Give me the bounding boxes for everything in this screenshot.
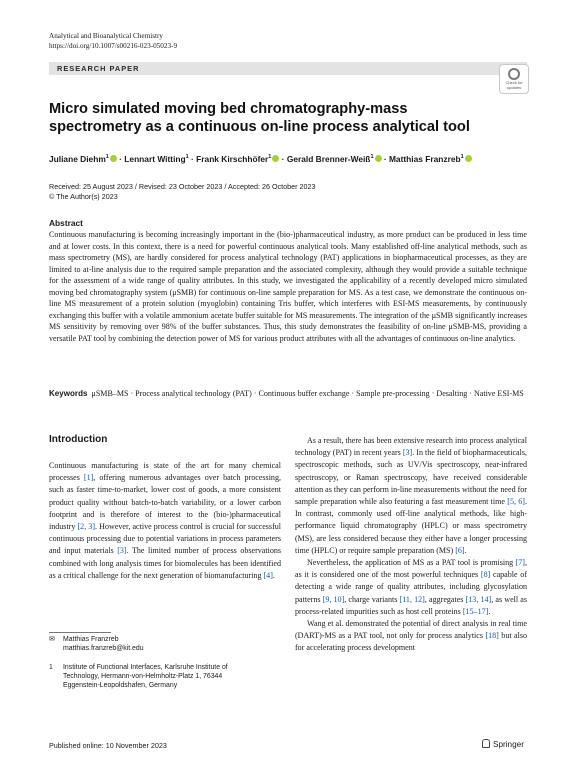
- citation-link[interactable]: [3]: [402, 448, 413, 458]
- author-name: Matthias Franzreb: [388, 153, 461, 164]
- citation-link[interactable]: [18]: [485, 631, 499, 641]
- right-column: [295, 435, 527, 655]
- orcid-icon[interactable]: [465, 155, 472, 162]
- keywords: [49, 388, 527, 400]
- orcid-icon[interactable]: [375, 155, 382, 162]
- journal-header: [49, 32, 177, 51]
- check-updates-icon: [508, 68, 520, 80]
- contact-name: Matthias Franzreb: [63, 636, 119, 643]
- paragraph: Nevertheless, the application of MS as a PAT tool is promising [7], as it is considered one of the most powerful techniques [8] capable of detecting a wide range of quality attributes, including glycosylation patterns [9, 10], charge variants [11, 12], aggregates [13, 14], as well as process-related impurities such as host cell proteins [15–17].: [295, 558, 527, 616]
- citation-link[interactable]: [2, 3]: [77, 522, 96, 532]
- citation-link[interactable]: [6]: [455, 545, 465, 555]
- citation-link[interactable]: [15–17]: [462, 606, 489, 616]
- citation-link[interactable]: [3]: [117, 546, 127, 556]
- abstract-heading: Abstract: [49, 218, 83, 228]
- keywords-list: μSMB–MS · Process analytical technology (PAT) · Continuous buffer exchange · Sample pre-processing · Desalting · Native ESI-MS: [91, 389, 524, 398]
- article-type-banner: RESEARCH PAPER: [49, 62, 527, 75]
- citation-link[interactable]: [8]: [480, 570, 491, 580]
- citation-link[interactable]: [4]: [263, 570, 273, 580]
- paragraph: Continuous manufacturing is state of the art for many chemical processes [1], offering numerous advantages over batch processing, such as faster time-to-market, lower cost of goods, a more consistent product quality without batch-to-batch variability, or a lower carbon footprint and is therefore of interest to the (bio-)pharmaceutical industry [2, 3]. However, active process control is crucial for successful continuous processing due to potential variations in process parameters and input materials [3]. The limited number of process observations combined with long analysis times for biomolecules has been identified as a critical challenge for the next generation of biomanufacturing [4].: [49, 461, 282, 580]
- author-list: Juliane Diehm$^1$ · Lennart Witting$^1$ · Frank Kirschhöfer$^1$ · Gerald Brenner-Weiß$^1$ · Matthias Franzreb$^1$: [49, 152, 529, 165]
- journal-doi[interactable]: https://doi.org/10.1007/s00216-023-05023-9: [49, 41, 178, 50]
- citation-link[interactable]: [13, 14]: [465, 594, 492, 604]
- badge-line1: Check for: [505, 80, 523, 85]
- citation-link[interactable]: [1]: [83, 473, 94, 483]
- published-online: Published online: 10 November 2023: [49, 741, 167, 750]
- citation-link[interactable]: [7]: [515, 558, 525, 568]
- orcid-icon[interactable]: [110, 155, 117, 162]
- envelope-icon: ✉: [49, 636, 55, 643]
- contact-email[interactable]: matthias.franzreb@kit.edu: [63, 644, 144, 652]
- history-dates: Received: 25 August 2023 / Revised: 23 October 2023 / Accepted: 26 October 2023: [49, 182, 316, 191]
- paragraph: Wang et al. demonstrated the potential of direct analysis in real time (DART)-MS as a PAT tool, not only for process analytics [18] but also for accelerating process development: [295, 619, 527, 653]
- author-name: Frank Kirschhöfer: [196, 153, 269, 164]
- introduction-heading: Introduction: [49, 434, 108, 445]
- abstract-text: Continuous manufacturing is becoming increasingly important in the (bio-)pharmaceutical industry, as more product can be produced in less time and at lower costs. In this context, there is a need for powerful continuous analytical tools. Many established off-line analytical methods, such as mass spectrometry (MS), are hardly considered for process analytical technology (PAT) applications in biopharmaceutical processes, as they are limited to at-line analysis due to the required sample preparation and the associated complexity, although they would provide a suitable technique for the assessment of a wide range of quality attributes. In this study, we investigated the applicability of a recently developed micro simulated moving bed chromatography system (μSMB) for continuous on-line sample preparation for MS. As a test case, we demonstrate the continuous on-line MS measurement of a protein solution (myoglobin) containing Tris buffer, which interferes with ESI-MS measurements, by continuously exchanging this buffer with a volatile ammonium acetate buffer suitable for MS measurements. The integration of the μSMB significantly increases MS sensitivity by removing over 98% of the buffer substances. Thus, this study demonstrates the feasibility of on-line μSMB-MS, providing a versatile PAT tool by combining the detection power of MS for various product attributes with all the advantages of continuous on-line analytics.: [49, 230, 527, 343]
- article-dates: [49, 182, 316, 202]
- keywords-label: Keywords: [49, 389, 88, 398]
- citation-link[interactable]: [9, 10]: [322, 594, 345, 604]
- article-title: Micro simulated moving bed chromatography-mass spectrometry as a continuous on-line process analytical tool: [49, 101, 470, 135]
- author-name: Lennart Witting: [124, 153, 186, 164]
- publisher-logo: [482, 739, 524, 749]
- affiliation-number: 1: [49, 664, 53, 671]
- copyright: © The Author(s) 2023: [49, 191, 118, 201]
- check-for-updates-badge[interactable]: [499, 64, 529, 94]
- springer-horse-icon: [482, 739, 490, 748]
- citation-link[interactable]: [11, 12]: [399, 594, 425, 604]
- journal-name: Analytical and Bioanalytical Chemistry: [49, 32, 163, 40]
- citation-link[interactable]: [5, 6]: [507, 497, 525, 507]
- author-name: Gerald Brenner-Weiß: [286, 153, 371, 164]
- publisher-name: Springer: [493, 740, 524, 749]
- badge-line2: updates: [506, 84, 522, 90]
- orcid-icon[interactable]: [272, 155, 279, 162]
- paragraph: As a result, there has been extensive research into process analytical technology (PAT) in recent years [3]. In the field of biopharmaceuticals, spectroscopic methods, such as UV/Vis spectroscopy, near-infrared spectroscopy, or Raman spectroscopy, have received considerable attention as they can perform in-line measurements without the need for sample preparation while also featuring a fast measurement time [5, 6]. In contrast, commonly used off-line analytical methods, like high-performance liquid chromatography (HPLC) or mass spectrometry (MS), are less considered because they either have a longer processing time (HPLC) or require sample preparation (MS) [6].: [295, 436, 527, 555]
- footnote-divider: [49, 632, 111, 633]
- left-column: [49, 460, 281, 582]
- author-name: Juliane Diehm: [49, 153, 106, 164]
- affiliation-text: Institute of Functional Interfaces, Karlsruhe Institute of Technology, Hermann-von-Helmholtz-Platz 1, 76344 Eggenstein-Leopoldshafen, Germany: [63, 664, 228, 689]
- affiliation-footnote: [49, 664, 249, 690]
- contact-footnote: [49, 636, 144, 654]
